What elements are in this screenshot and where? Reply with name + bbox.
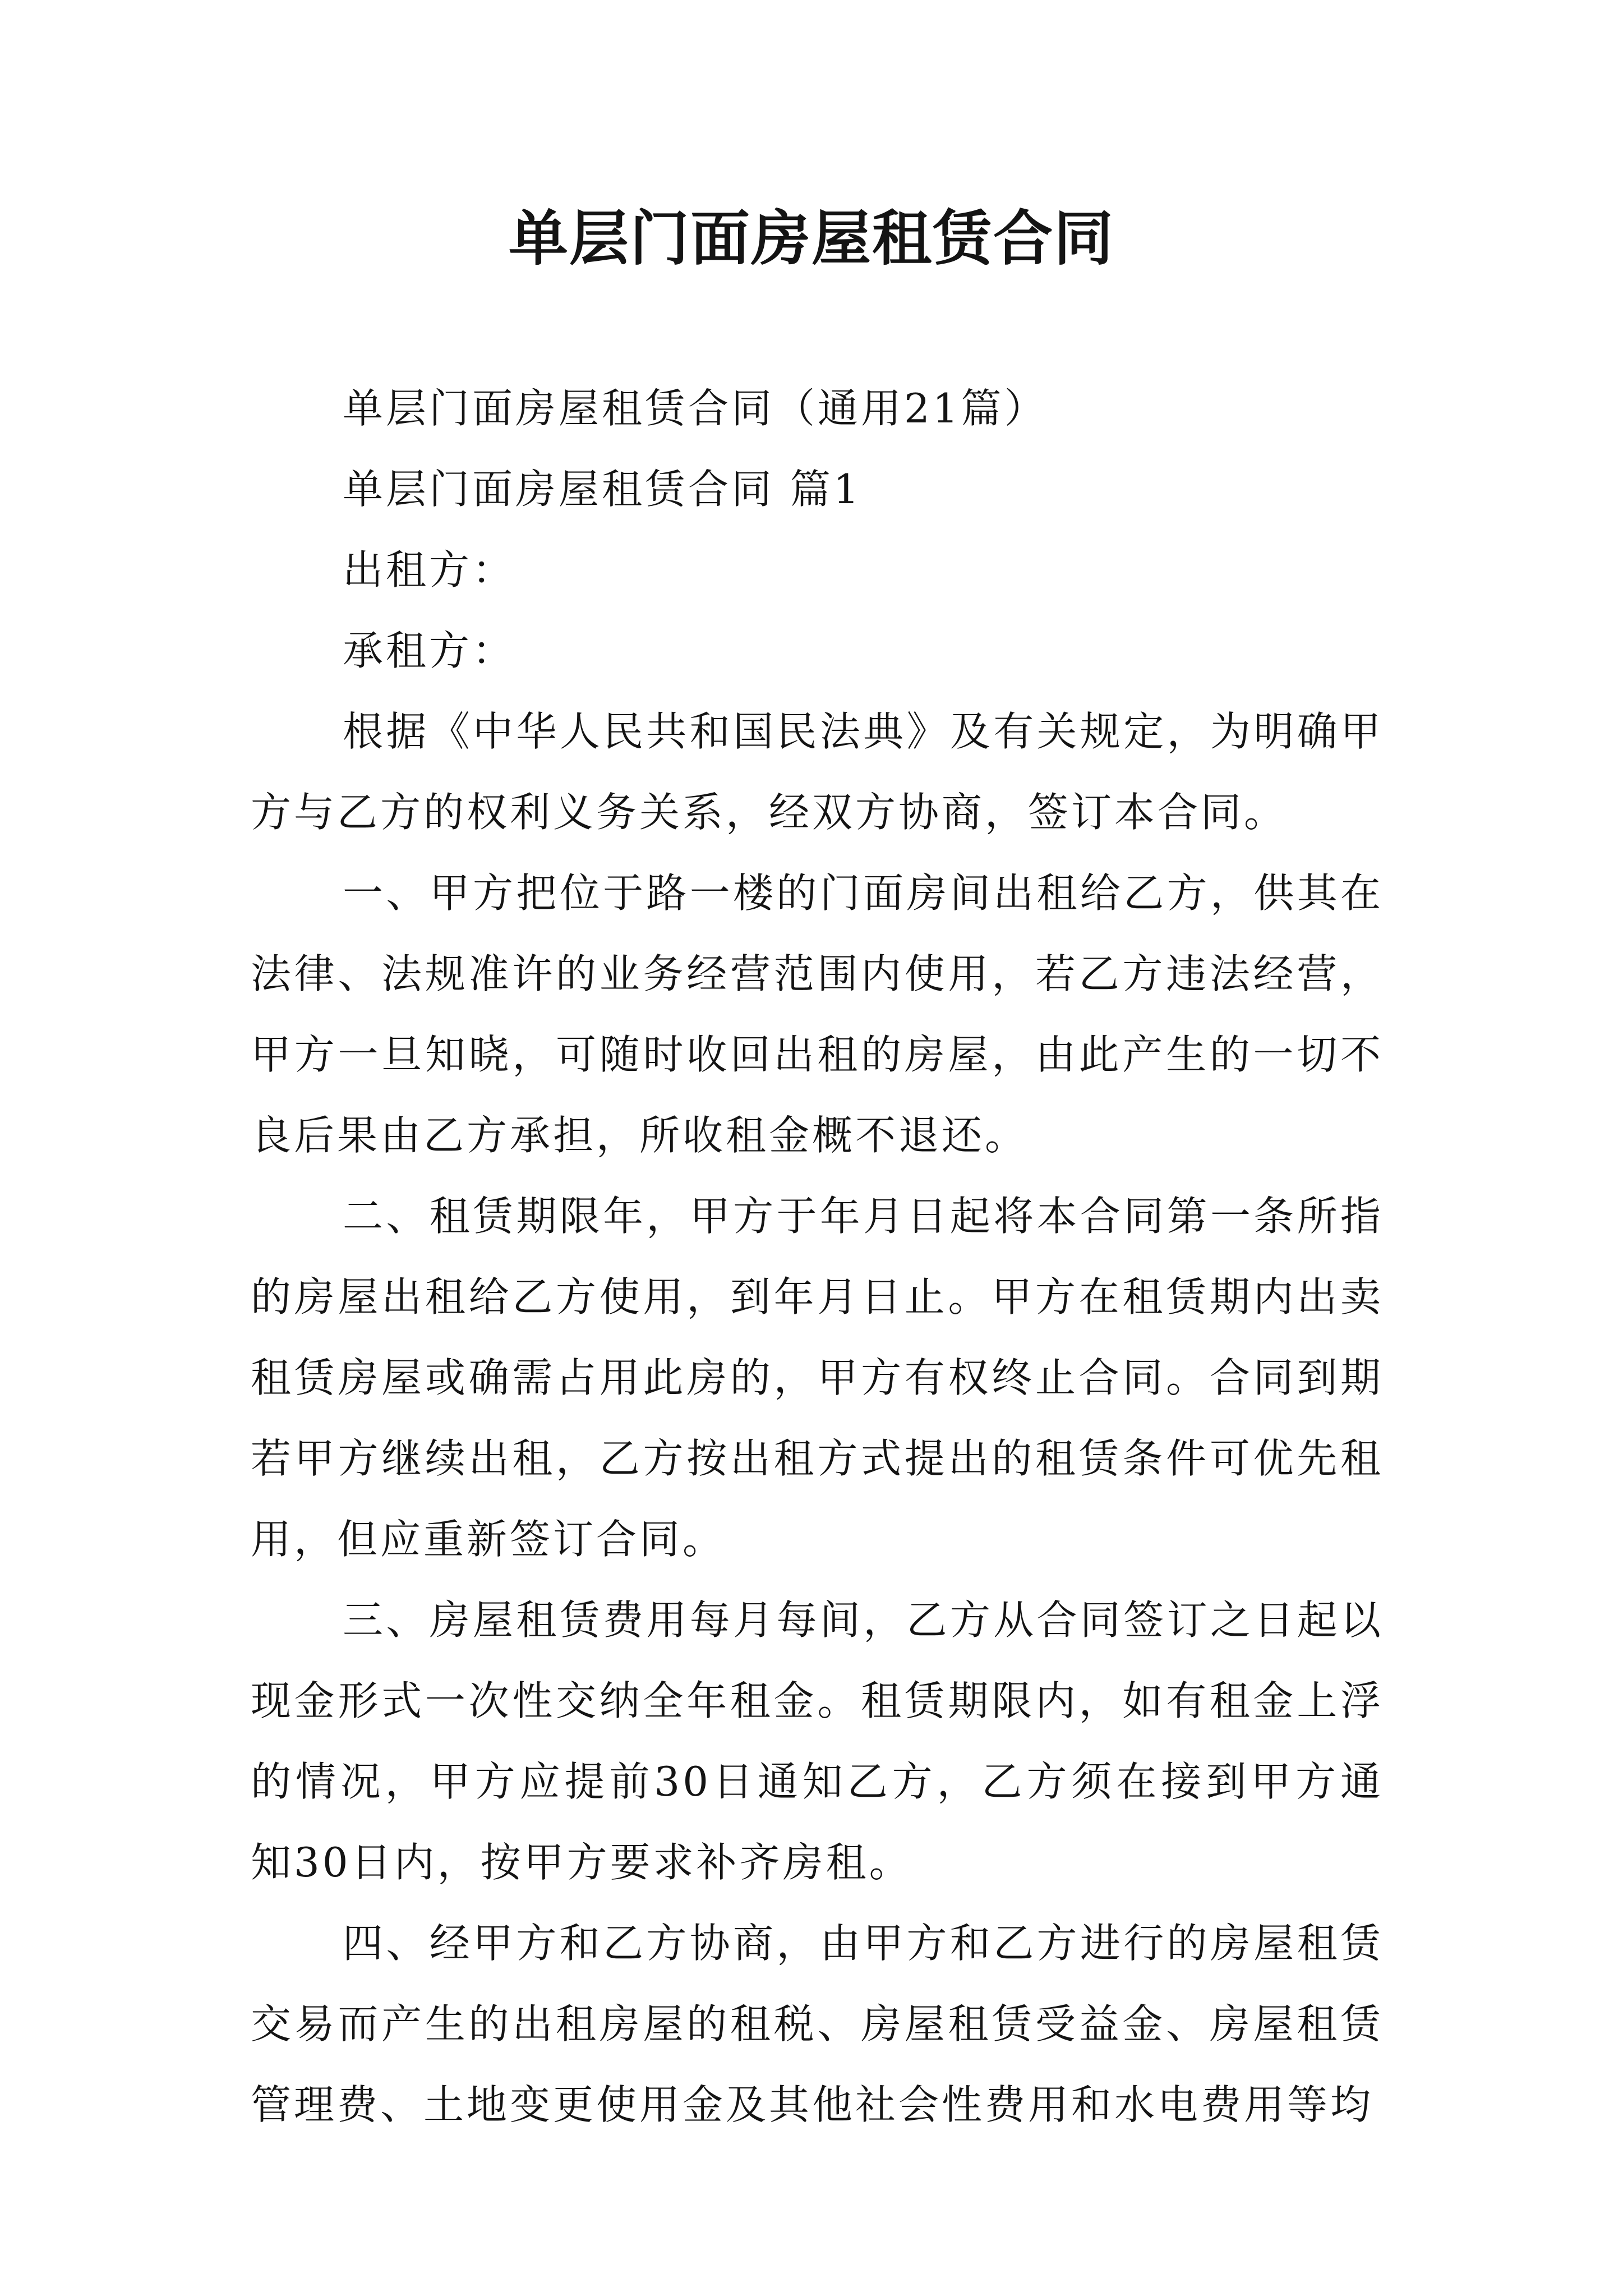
paragraph-preamble: 根据《中华人民共和国民法典》及有关规定，为明确甲方与乙方的权利义务关系，经双方协商，签订本合同。 bbox=[251, 708, 1384, 836]
paragraph-clause-4: 四、经甲方和乙方协商，由甲方和乙方进行的房屋租赁交易而产生的出租房屋的租税、房屋租赁受益金、房屋租赁管理费、土地变更使用金及其他社会性费用和水电费用等均 bbox=[251, 1920, 1384, 2128]
document-body bbox=[251, 368, 1384, 2145]
paragraph-lessor: 出租方： bbox=[343, 546, 516, 593]
paragraph-clause-1: 一、甲方把位于路一楼的门面房间出租给乙方，供其在法律、法规准许的业务经营范围内使用，若乙方违法经营，甲方一旦知晓，可随时收回出租的房屋，由此产生的一切不良后果由乙方承担，所收租金概不退还。 bbox=[251, 869, 1384, 1159]
document-title: 单层门面房屋租赁合同 bbox=[509, 203, 1114, 273]
paragraph-clause-3: 三、房屋租赁费用每月每间，乙方从合同签订之日起以现金形式一次性交纳全年租金。租赁期限内，如有租金上浮的情况，甲方应提前30日通知乙方，乙方须在接到甲方通知30日内，按甲方要求补齐房租。 bbox=[251, 1596, 1384, 1886]
paragraph-lessee: 承租方： bbox=[343, 627, 516, 674]
paragraph-subtitle: 单层门面房屋租赁合同（通用21篇） bbox=[343, 385, 1048, 432]
paragraph-section-heading: 单层门面房屋租赁合同 篇1 bbox=[343, 466, 862, 513]
paragraph-clause-2: 二、租赁期限年，甲方于年月日起将本合同第一条所指的房屋出租给乙方使用，到年月日止。甲方在租赁期内出卖租赁房屋或确需占用此房的，甲方有权终止合同。合同到期若甲方继续出租，乙方按出租方式提出的租赁条件可优先租用，但应重新签订合同。 bbox=[251, 1193, 1384, 1563]
